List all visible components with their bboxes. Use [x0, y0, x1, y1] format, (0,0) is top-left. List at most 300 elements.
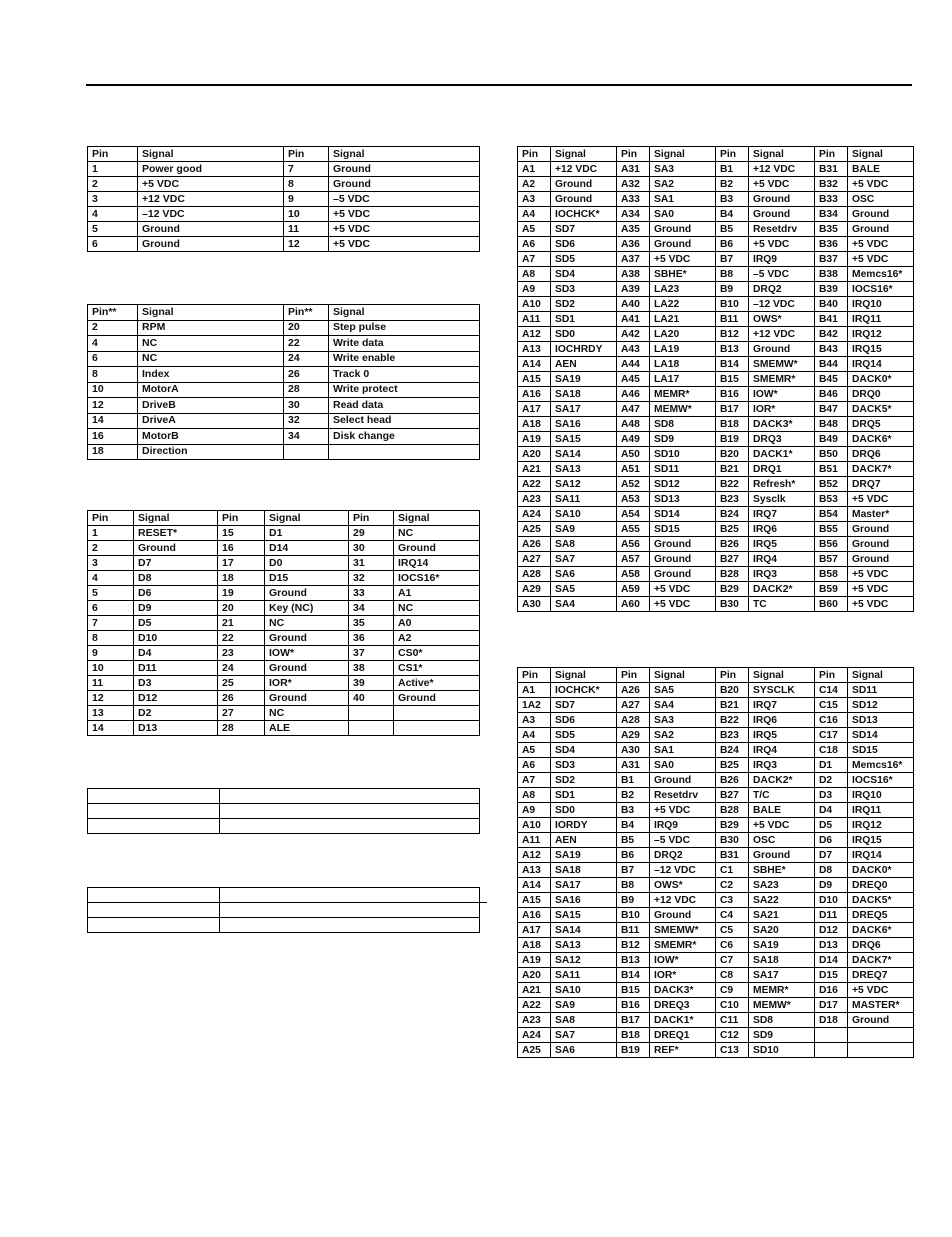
signal-cell: +5 VDC: [848, 983, 914, 998]
signal-cell: LA20: [650, 327, 716, 342]
table-row: [518, 222, 914, 237]
isa-slot-table: [517, 146, 914, 612]
margin-tick: [479, 902, 487, 903]
pin-cell: D10: [815, 893, 848, 908]
table-row: [518, 477, 914, 492]
signal-cell: DRQ3: [749, 432, 815, 447]
floppy-connector-table: [87, 304, 480, 460]
table-row: [518, 537, 914, 552]
pin-cell: A12: [518, 327, 551, 342]
pin-cell: B20: [716, 683, 749, 698]
signal-cell: Ground: [138, 237, 284, 252]
signal-cell: SMEMR*: [650, 938, 716, 953]
signal-cell: OWS*: [749, 312, 815, 327]
column-header: Pin: [349, 511, 394, 526]
signal-cell: SA10: [551, 983, 617, 998]
pin-cell: 8: [284, 177, 329, 192]
signal-cell: DACK0*: [848, 863, 914, 878]
signal-cell: Step pulse: [329, 320, 480, 336]
pin-cell: D4: [815, 803, 848, 818]
pin-cell: B3: [716, 192, 749, 207]
signal-cell: SD9: [650, 432, 716, 447]
table-row: [518, 582, 914, 597]
signal-cell: +5 VDC: [848, 567, 914, 582]
column-header: Signal: [265, 511, 349, 526]
table-row: [88, 177, 480, 192]
signal-cell: [220, 789, 480, 804]
pin-cell: B26: [716, 537, 749, 552]
pin-cell: A16: [518, 908, 551, 923]
pin-cell: A38: [617, 267, 650, 282]
signal-cell: AEN: [551, 357, 617, 372]
pin-cell: D1: [815, 758, 848, 773]
signal-cell: DACK3*: [749, 417, 815, 432]
signal-cell: IORDY: [551, 818, 617, 833]
signal-cell: IRQ6: [749, 522, 815, 537]
pin-cell: 24: [284, 351, 329, 367]
signal-cell: D8: [134, 571, 218, 586]
pin-cell: 28: [284, 382, 329, 398]
table-row: [88, 601, 480, 616]
pin-cell: B45: [815, 372, 848, 387]
pin-cell: 18: [88, 444, 138, 460]
pin-cell: [88, 819, 220, 834]
pin-cell: B9: [716, 282, 749, 297]
pin-cell: B12: [617, 938, 650, 953]
pin-cell: A10: [518, 297, 551, 312]
pin-cell: 15: [218, 526, 265, 541]
table-row: [88, 646, 480, 661]
pin-cell: A18: [518, 417, 551, 432]
pin-cell: D3: [815, 788, 848, 803]
pin-cell: 5: [88, 222, 138, 237]
signal-cell: Resetdrv: [650, 788, 716, 803]
signal-cell: DRQ5: [848, 417, 914, 432]
pin-cell: A53: [617, 492, 650, 507]
pin-cell: 29: [349, 526, 394, 541]
pin-cell: B40: [815, 297, 848, 312]
signal-cell: SD2: [551, 297, 617, 312]
pin-cell: B42: [815, 327, 848, 342]
signal-cell: Ground: [650, 537, 716, 552]
pin-cell: B2: [617, 788, 650, 803]
table-row: [88, 903, 480, 918]
pin-cell: A24: [518, 1028, 551, 1043]
table-caption-partial: [127, 126, 287, 136]
signal-cell: SA10: [551, 507, 617, 522]
pin-cell: B27: [716, 788, 749, 803]
column-header: Pin: [284, 147, 329, 162]
table-row: [518, 357, 914, 372]
signal-cell: IOR*: [265, 676, 349, 691]
signal-cell: SYSCLK: [749, 683, 815, 698]
pin-cell: B17: [716, 402, 749, 417]
pin-cell: A54: [617, 507, 650, 522]
signal-cell: +12 VDC: [749, 162, 815, 177]
signal-cell: SD1: [551, 788, 617, 803]
signal-cell: SA1: [650, 192, 716, 207]
signal-cell: SA19: [551, 848, 617, 863]
pin-cell: A28: [617, 713, 650, 728]
table-row: [518, 878, 914, 893]
signal-cell: BALE: [848, 162, 914, 177]
pin-cell: D9: [815, 878, 848, 893]
pin-cell: D14: [815, 953, 848, 968]
pin-cell: C9: [716, 983, 749, 998]
pin-cell: C3: [716, 893, 749, 908]
pin-cell: C6: [716, 938, 749, 953]
signal-cell: SA11: [551, 968, 617, 983]
signal-cell: IRQ3: [749, 758, 815, 773]
table-row: [518, 267, 914, 282]
table-row: [88, 526, 480, 541]
signal-cell: SA0: [650, 758, 716, 773]
pin-cell: C16: [815, 713, 848, 728]
signal-cell: IRQ4: [749, 743, 815, 758]
pin-cell: 14: [88, 413, 138, 429]
table-row: [88, 918, 480, 933]
table-row: [518, 417, 914, 432]
pin-cell: [88, 888, 220, 903]
signal-cell: IRQ14: [848, 848, 914, 863]
pin-cell: B18: [716, 417, 749, 432]
table-row: [518, 773, 914, 788]
pin-cell: 14: [88, 721, 134, 736]
pin-cell: B57: [815, 552, 848, 567]
signal-cell: Select head: [329, 413, 480, 429]
table-row: [518, 893, 914, 908]
signal-cell: D9: [134, 601, 218, 616]
table-row: [88, 351, 480, 367]
signal-cell: IRQ15: [848, 833, 914, 848]
pin-cell: B26: [716, 773, 749, 788]
pin-cell: A4: [518, 728, 551, 743]
signal-cell: CS1*: [394, 661, 480, 676]
signal-cell: SD15: [650, 522, 716, 537]
signal-cell: DACK6*: [848, 432, 914, 447]
signal-cell: SA12: [551, 953, 617, 968]
signal-cell: MotorA: [138, 382, 284, 398]
column-header: Pin**: [284, 305, 329, 321]
table-row: [518, 387, 914, 402]
pin-cell: B21: [716, 462, 749, 477]
signal-cell: Ground: [265, 691, 349, 706]
signal-cell: [848, 1043, 914, 1058]
pin-cell: 11: [284, 222, 329, 237]
pin-cell: A14: [518, 878, 551, 893]
signal-cell: Refresh*: [749, 477, 815, 492]
signal-cell: D10: [134, 631, 218, 646]
signal-cell: TC: [749, 597, 815, 612]
pin-cell: 18: [218, 571, 265, 586]
pin-cell: A1: [518, 683, 551, 698]
pin-cell: 31: [349, 556, 394, 571]
table-row: [518, 833, 914, 848]
pin-cell: A60: [617, 597, 650, 612]
signal-cell: Write enable: [329, 351, 480, 367]
signal-cell: NC: [138, 351, 284, 367]
pin-cell: A58: [617, 567, 650, 582]
column-header: Signal: [749, 668, 815, 683]
signal-cell: Ground: [650, 773, 716, 788]
pin-cell: B20: [716, 447, 749, 462]
signal-cell: MEMW*: [650, 402, 716, 417]
signal-cell: D3: [134, 676, 218, 691]
signal-cell: SA6: [551, 567, 617, 582]
signal-cell: Ground: [394, 691, 480, 706]
signal-cell: Master*: [848, 507, 914, 522]
table-row: [518, 728, 914, 743]
signal-cell: SA20: [749, 923, 815, 938]
signal-cell: SA16: [551, 893, 617, 908]
signal-cell: IRQ15: [848, 342, 914, 357]
signal-cell: DriveB: [138, 398, 284, 414]
pin-cell: A59: [617, 582, 650, 597]
signal-cell: +5 VDC: [749, 818, 815, 833]
column-header: Pin: [617, 147, 650, 162]
signal-cell: SA8: [551, 537, 617, 552]
signal-cell: Ground: [749, 207, 815, 222]
signal-cell: Ground: [265, 586, 349, 601]
pin-cell: A33: [617, 192, 650, 207]
pin-cell: 16: [88, 429, 138, 445]
signal-cell: IRQ14: [394, 556, 480, 571]
pin-cell: B60: [815, 597, 848, 612]
pin-cell: B46: [815, 387, 848, 402]
signal-cell: DACK1*: [650, 1013, 716, 1028]
column-header: Pin**: [88, 305, 138, 321]
pin-cell: A6: [518, 758, 551, 773]
pin-cell: B18: [617, 1028, 650, 1043]
pin-cell: B3: [617, 803, 650, 818]
signal-cell: SD2: [551, 773, 617, 788]
table-row: [518, 938, 914, 953]
pin-cell: 1A2: [518, 698, 551, 713]
signal-cell: NC: [265, 616, 349, 631]
pin-cell: B53: [815, 492, 848, 507]
pin-cell: 9: [88, 646, 134, 661]
table-row: [88, 661, 480, 676]
table-header-row: [518, 147, 914, 162]
pin-cell: B21: [716, 698, 749, 713]
pin-cell: A40: [617, 297, 650, 312]
signal-cell: –5 VDC: [329, 192, 480, 207]
signal-cell: Power good: [138, 162, 284, 177]
signal-cell: Ground: [848, 1013, 914, 1028]
pin-cell: A20: [518, 968, 551, 983]
pin-cell: B15: [716, 372, 749, 387]
pin-cell: A32: [617, 177, 650, 192]
pin-cell: A27: [518, 552, 551, 567]
pin-cell: A44: [617, 357, 650, 372]
table-header-row: [88, 147, 480, 162]
pin-cell: A5: [518, 743, 551, 758]
pin-cell: B11: [617, 923, 650, 938]
signal-cell: SMEMR*: [749, 372, 815, 387]
signal-cell: D12: [134, 691, 218, 706]
column-header: Pin: [716, 147, 749, 162]
pin-cell: [349, 706, 394, 721]
pin-cell: A57: [617, 552, 650, 567]
pin-cell: A50: [617, 447, 650, 462]
pin-cell: D13: [815, 938, 848, 953]
signal-cell: Ground: [551, 177, 617, 192]
signal-cell: D6: [134, 586, 218, 601]
table-row: [518, 552, 914, 567]
signal-cell: SA3: [650, 713, 716, 728]
signal-cell: MEMW*: [749, 998, 815, 1013]
signal-cell: SA5: [551, 582, 617, 597]
pin-cell: [815, 1043, 848, 1058]
signal-cell: DACK5*: [848, 402, 914, 417]
signal-cell: SD5: [551, 252, 617, 267]
signal-cell: SA12: [551, 477, 617, 492]
signal-cell: SD5: [551, 728, 617, 743]
pin-cell: B11: [716, 312, 749, 327]
signal-cell: SA17: [749, 968, 815, 983]
signal-cell: DACK2*: [749, 582, 815, 597]
signal-cell: Index: [138, 367, 284, 383]
table-row: [88, 413, 480, 429]
signal-cell: Ground: [329, 177, 480, 192]
signal-cell: SD13: [650, 492, 716, 507]
blank-table-2: [87, 887, 480, 933]
pin-cell: A52: [617, 477, 650, 492]
signal-cell: +12 VDC: [138, 192, 284, 207]
column-header: Pin: [218, 511, 265, 526]
pin-cell: B5: [617, 833, 650, 848]
signal-cell: +12 VDC: [650, 893, 716, 908]
pin-cell: B6: [617, 848, 650, 863]
signal-cell: REF*: [650, 1043, 716, 1058]
pin-cell: B43: [815, 342, 848, 357]
table-row: [518, 237, 914, 252]
pin-cell: 25: [218, 676, 265, 691]
table-row: [518, 447, 914, 462]
pin-cell: A48: [617, 417, 650, 432]
pin-cell: A28: [518, 567, 551, 582]
table-row: [518, 597, 914, 612]
signal-cell: SA13: [551, 462, 617, 477]
pin-cell: 10: [88, 661, 134, 676]
signal-cell: RPM: [138, 320, 284, 336]
pin-cell: B16: [716, 387, 749, 402]
table-row: [88, 162, 480, 177]
pin-cell: A12: [518, 848, 551, 863]
table-row: [518, 507, 914, 522]
pin-cell: A1: [518, 162, 551, 177]
pin-cell: A43: [617, 342, 650, 357]
signal-cell: DRQ6: [848, 938, 914, 953]
pin-cell: B10: [617, 908, 650, 923]
column-header: Pin: [88, 147, 138, 162]
signal-cell: NC: [394, 526, 480, 541]
signal-cell: DREQ1: [650, 1028, 716, 1043]
signal-cell: IOW*: [749, 387, 815, 402]
pin-cell: 27: [218, 706, 265, 721]
signal-cell: Ground: [749, 342, 815, 357]
signal-cell: IOCS16*: [848, 282, 914, 297]
pin-cell: D11: [815, 908, 848, 923]
pin-cell: 3: [88, 556, 134, 571]
signal-cell: [220, 804, 480, 819]
pin-cell: A26: [617, 683, 650, 698]
signal-cell: MotorB: [138, 429, 284, 445]
pin-cell: A30: [617, 743, 650, 758]
pin-cell: B10: [716, 297, 749, 312]
pin-cell: A49: [617, 432, 650, 447]
pin-cell: B16: [617, 998, 650, 1013]
pin-cell: B23: [716, 728, 749, 743]
pin-cell: [349, 721, 394, 736]
pin-cell: 16: [218, 541, 265, 556]
pin-cell: A41: [617, 312, 650, 327]
signal-cell: SD4: [551, 267, 617, 282]
pin-cell: 1: [88, 526, 134, 541]
pin-cell: A21: [518, 462, 551, 477]
table-row: [88, 586, 480, 601]
signal-cell: SBHE*: [650, 267, 716, 282]
signal-cell: SA6: [551, 1043, 617, 1058]
pin-cell: 6: [88, 237, 138, 252]
signal-cell: SA11: [551, 492, 617, 507]
pin-cell: B22: [716, 713, 749, 728]
column-header: Signal: [394, 511, 480, 526]
signal-cell: DRQ2: [650, 848, 716, 863]
table-header-row: [88, 305, 480, 321]
signal-cell: SA1: [650, 743, 716, 758]
pin-cell: C5: [716, 923, 749, 938]
pin-cell: A7: [518, 252, 551, 267]
pin-cell: 26: [218, 691, 265, 706]
pin-cell: 11: [88, 676, 134, 691]
pin-cell: B35: [815, 222, 848, 237]
pin-cell: A37: [617, 252, 650, 267]
power-connector-table: [87, 146, 480, 252]
pin-cell: 24: [218, 661, 265, 676]
pin-cell: D18: [815, 1013, 848, 1028]
pin-cell: 21: [218, 616, 265, 631]
signal-cell: DREQ0: [848, 878, 914, 893]
table-row: [518, 848, 914, 863]
table-row: [518, 1028, 914, 1043]
signal-cell: SD15: [848, 743, 914, 758]
signal-cell: IOW*: [650, 953, 716, 968]
signal-cell: SA14: [551, 447, 617, 462]
pin-cell: A14: [518, 357, 551, 372]
signal-cell: DriveA: [138, 413, 284, 429]
table-row: [88, 631, 480, 646]
signal-cell: DACK1*: [749, 447, 815, 462]
isa16-slot-table: [517, 667, 914, 1058]
pin-cell: D17: [815, 998, 848, 1013]
pin-cell: A27: [617, 698, 650, 713]
signal-cell: Ground: [848, 222, 914, 237]
pin-cell: A55: [617, 522, 650, 537]
pin-cell: A22: [518, 998, 551, 1013]
signal-cell: IOCHCK*: [551, 207, 617, 222]
table-row: [518, 743, 914, 758]
signal-cell: IOCS16*: [848, 773, 914, 788]
signal-cell: SA18: [551, 387, 617, 402]
table-row: [518, 567, 914, 582]
signal-cell: SD8: [749, 1013, 815, 1028]
table-row: [88, 706, 480, 721]
pin-cell: A56: [617, 537, 650, 552]
pin-cell: 17: [218, 556, 265, 571]
pin-cell: C1: [716, 863, 749, 878]
signal-cell: SD1: [551, 312, 617, 327]
